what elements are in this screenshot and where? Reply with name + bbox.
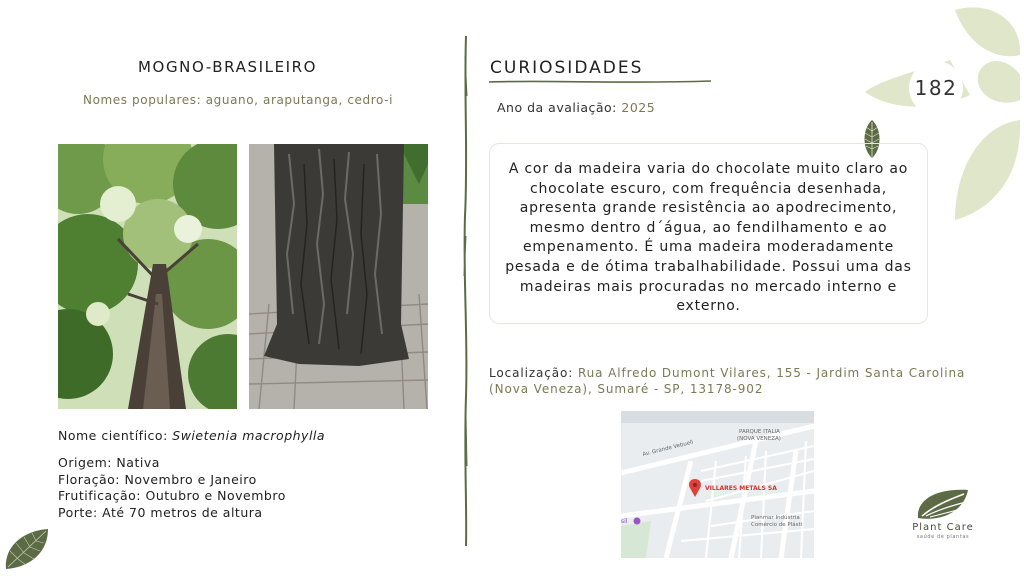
- evaluation-year: [497, 100, 655, 115]
- origin-fact: Origem: Nativa: [58, 455, 160, 470]
- scientific-name: Swietenia macrophylla: [172, 428, 326, 443]
- evaluation-year-value: 2025: [621, 100, 656, 115]
- curiosities-text: A cor da madeira varia do chocolate muito claro ao chocolate escuro, com frequência desenhada, apresenta grande resistência ao apodrecimento, mesmo dentro d´água, ao fendilhamento e ao empenamento. É uma madeira moderadamente pesada e de ótima trabalhabilidade. Possui uma das madeiras mais procuradas no mercado interno e externo.: [505, 161, 912, 315]
- tree-canopy-photo: [58, 144, 237, 409]
- scientific-name-line: [58, 428, 325, 443]
- fruiting-fact: Frutificação: Outubro e Novembro: [58, 488, 286, 503]
- map-street-label: Av. Grande Vebuell: [642, 439, 694, 458]
- map-district-label-2: (NOVA VENEZA): [737, 436, 781, 442]
- map-place-label: VILLARES METALS SA: [705, 485, 777, 492]
- location-map[interactable]: [621, 411, 814, 558]
- scientific-name-label: Nome científico:: [58, 428, 168, 443]
- location-address: Rua Alfredo Dumont Vilares, 155 - Jardim Santa Carolina (Nova Veneza), Sumaré - SP, 13178-902: [489, 366, 966, 396]
- page-number: 182: [914, 76, 958, 100]
- plant-facts: [58, 455, 286, 521]
- plant-care-logo-icon: [914, 486, 970, 522]
- popular-names: Nomes populares: aguano, araputanga, cedro-i: [83, 93, 394, 107]
- map-district-label-1: PARQUE ITALIA: [739, 429, 780, 435]
- tree-trunk-photo: [249, 144, 428, 409]
- evaluation-year-label: Ano da avaliação:: [497, 100, 617, 115]
- leaf-icon-bottom-left: [2, 527, 50, 571]
- curiosities-title: CURIOSIDADES: [490, 58, 644, 78]
- column-divider: [460, 36, 472, 546]
- plant-common-name: MOGNO-BRASILEIRO: [138, 58, 318, 76]
- curiosities-text-box: [489, 143, 928, 324]
- map-poi-icon: [634, 518, 641, 525]
- title-underline: [489, 78, 711, 86]
- brand-tagline: saúde de plantas: [916, 534, 970, 540]
- location-label: Localização:: [489, 366, 574, 380]
- brand-name: Plant Care: [912, 522, 974, 533]
- map-edge-label: sil: [621, 518, 628, 525]
- flowering-fact: Floração: Novembro e Janeiro: [58, 471, 257, 487]
- size-fact: Porte: Até 70 metros de altura: [58, 504, 263, 520]
- map-business-label-2: Comércio de Plásti: [751, 522, 803, 528]
- map-business-label-1: Planmar Indústria: [751, 515, 800, 521]
- location-line: [489, 366, 969, 397]
